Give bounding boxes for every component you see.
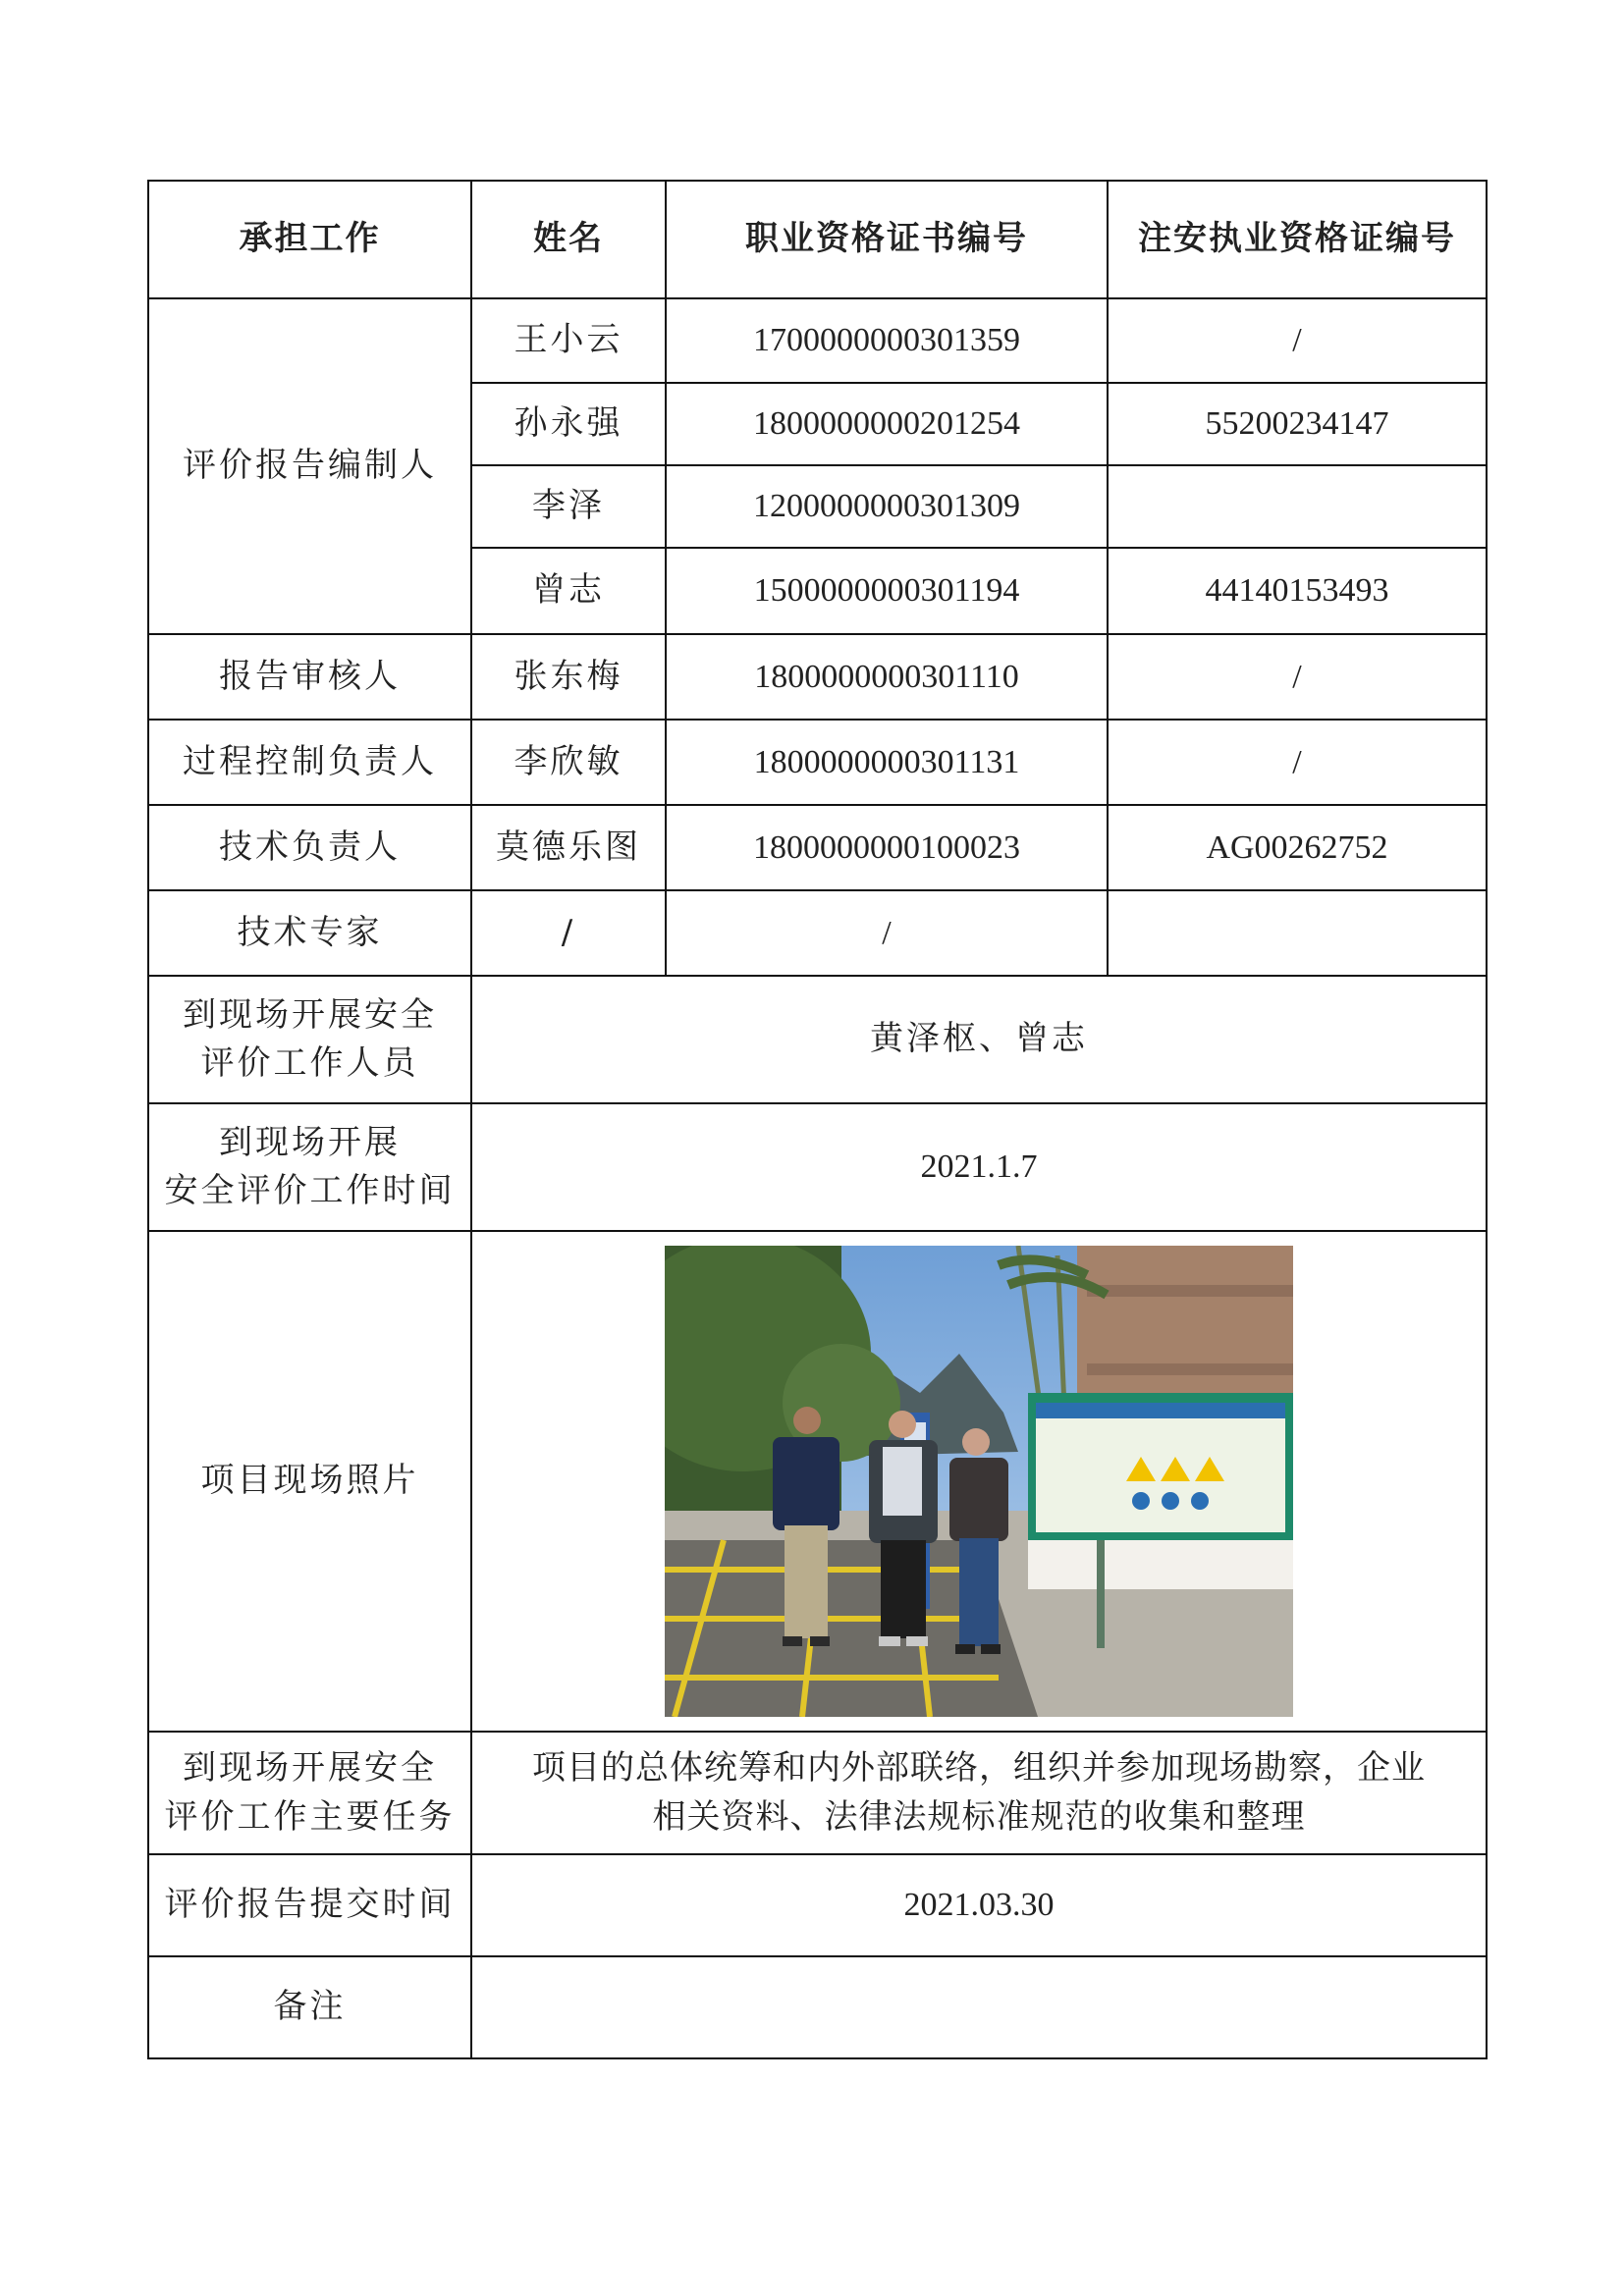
main-tasks-label-line1: 到现场开展安全 — [183, 1748, 437, 1789]
tech-expert-name: / — [471, 890, 666, 976]
person-name: 李泽 — [471, 465, 666, 548]
license-number: 55200234147 — [1108, 383, 1487, 465]
report-authors-role: 评价报告编制人 — [148, 298, 471, 634]
site-photo-image — [665, 1246, 1293, 1717]
staff-table — [147, 180, 1488, 2059]
remarks-value — [471, 1956, 1487, 2058]
tech-lead-name: 莫德乐图 — [471, 805, 666, 890]
onsite-time-row — [148, 1103, 1487, 1231]
onsite-staff-label-line1: 到现场开展安全 — [183, 994, 437, 1035]
onsite-time-label-line2: 安全评价工作时间 — [164, 1171, 456, 1210]
cert-number: 1800000000201254 — [666, 383, 1108, 465]
license-number — [1108, 465, 1487, 548]
main-tasks-label-line2: 评价工作主要任务 — [164, 1796, 456, 1837]
license-number: 44140153493 — [1108, 548, 1487, 634]
tech-expert-role: 技术专家 — [148, 890, 471, 976]
tech-expert-cert-number: / — [666, 890, 1108, 976]
reviewer-role: 报告审核人 — [148, 634, 471, 720]
main-tasks-value-line2: 相关资料、法律法规标准规范的收集和整理 — [652, 1796, 1306, 1837]
onsite-staff-label — [148, 976, 471, 1103]
site-photo-row — [148, 1231, 1487, 1732]
header-role: 承担工作 — [148, 181, 471, 298]
person-name: 孙永强 — [471, 383, 666, 465]
license-number: / — [1108, 298, 1487, 383]
onsite-time-value: 2021.1.7 — [471, 1103, 1487, 1231]
main-tasks-row — [148, 1732, 1487, 1854]
cert-number: 1700000000301359 — [666, 298, 1108, 383]
submit-time-value: 2021.03.30 — [471, 1854, 1487, 1956]
onsite-staff-value: 黄泽枢、曾志 — [471, 976, 1487, 1103]
person-name: 曾志 — [471, 548, 666, 634]
site-photo — [665, 1246, 1293, 1717]
tech-lead-license-number: AG00262752 — [1108, 805, 1487, 890]
reviewer-name: 张东梅 — [471, 634, 666, 720]
remarks-label: 备注 — [148, 1956, 471, 2058]
header-license-no: 注安执业资格证编号 — [1108, 181, 1487, 298]
table-row — [148, 805, 1487, 890]
main-tasks-value — [471, 1732, 1487, 1854]
tech-expert-license-number — [1108, 890, 1487, 976]
person-name: 王小云 — [471, 298, 666, 383]
site-photo-label: 项目现场照片 — [148, 1231, 471, 1732]
submit-time-row — [148, 1854, 1487, 1956]
table-row — [148, 298, 1487, 383]
header-row — [148, 181, 1487, 298]
main-tasks-value-line1: 项目的总体统筹和内外部联络，组织并参加现场勘察，企业 — [532, 1748, 1426, 1789]
submit-time-label: 评价报告提交时间 — [148, 1854, 471, 1956]
table-row — [148, 634, 1487, 720]
process-control-role: 过程控制负责人 — [148, 720, 471, 805]
header-name: 姓名 — [471, 181, 666, 298]
onsite-staff-label-line2: 评价工作人员 — [200, 1043, 419, 1083]
table-row — [148, 890, 1487, 976]
tech-lead-cert-number: 1800000000100023 — [666, 805, 1108, 890]
onsite-time-label-line1: 到现场开展 — [219, 1122, 401, 1162]
onsite-staff-row — [148, 976, 1487, 1103]
tech-lead-role: 技术负责人 — [148, 805, 471, 890]
table-row — [148, 720, 1487, 805]
process-control-cert-number: 1800000000301131 — [666, 720, 1108, 805]
main-tasks-label — [148, 1732, 471, 1854]
cert-number: 1200000000301309 — [666, 465, 1108, 548]
site-photo-cell — [471, 1231, 1487, 1732]
reviewer-license-number: / — [1108, 634, 1487, 720]
remarks-row — [148, 1956, 1487, 2058]
onsite-time-label — [148, 1103, 471, 1231]
header-cert-no: 职业资格证书编号 — [666, 181, 1108, 298]
process-control-name: 李欣敏 — [471, 720, 666, 805]
process-control-license-number: / — [1108, 720, 1487, 805]
reviewer-cert-number: 1800000000301110 — [666, 634, 1108, 720]
cert-number: 1500000000301194 — [666, 548, 1108, 634]
